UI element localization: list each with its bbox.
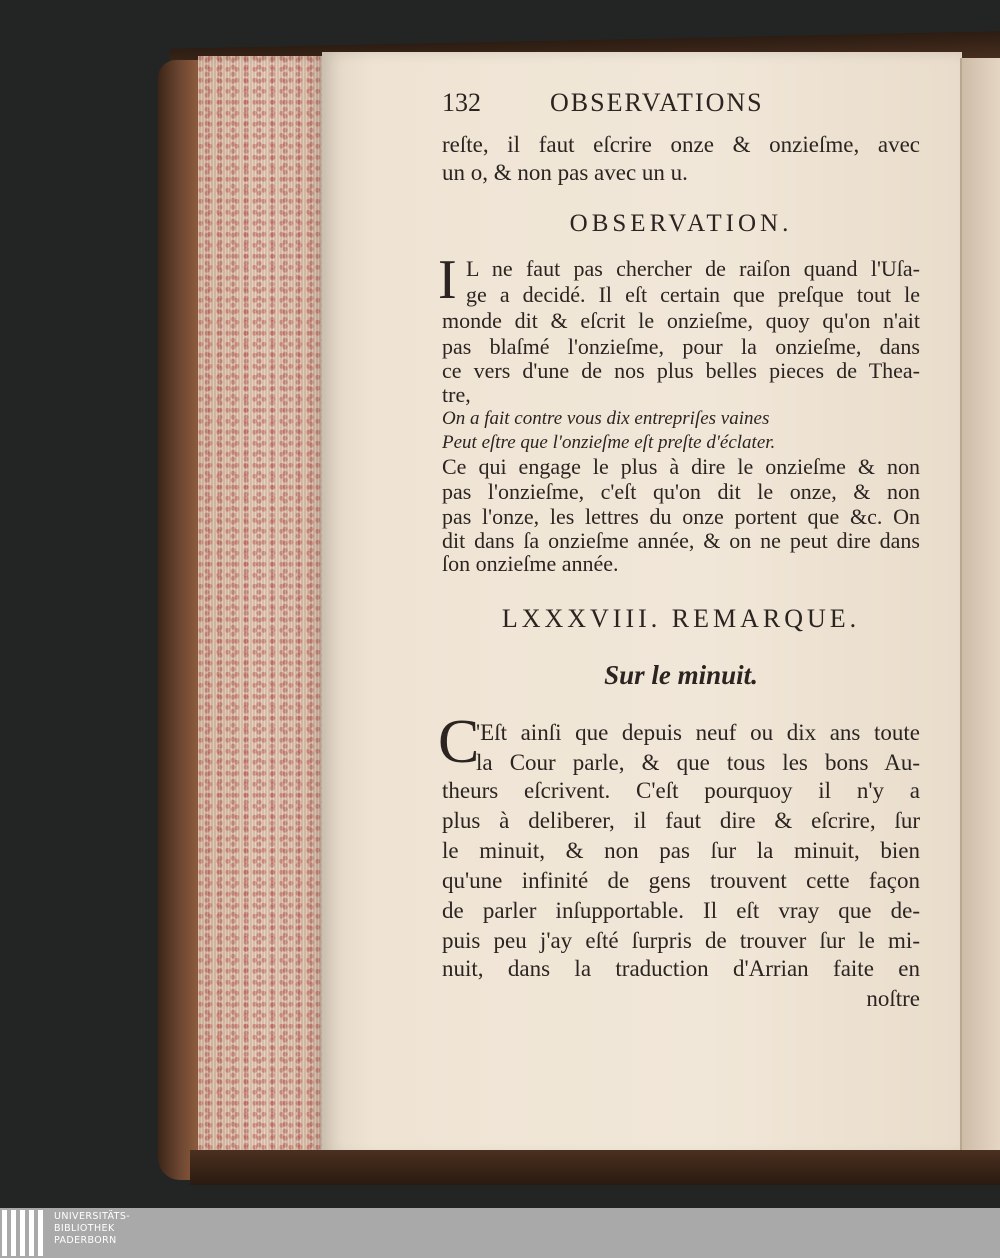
remarque-heading: LXXXVIII. REMARQUE. bbox=[501, 604, 861, 633]
text-line: le minuit, & non pas ſur la minuit, bien bbox=[442, 838, 920, 863]
text-line: L ne faut pas chercher de raiſon quand l'Uſa- bbox=[466, 256, 920, 281]
remarque-subheading: Sur le minuit. bbox=[604, 660, 758, 690]
page-header bbox=[442, 86, 920, 120]
text-line: Ce qui engage le plus à dire le onzieſme & non bbox=[442, 454, 920, 479]
text-line: plus à deliberer, il faut dire & eſcrire, ſur bbox=[442, 808, 920, 833]
running-head: OBSERVATIONS bbox=[550, 88, 764, 117]
text-line: 'Eſt ainſi que depuis neuf ou dix ans toute bbox=[476, 720, 920, 745]
text-line: theurs eſcrivent. C'eſt pourquoy il n'y a bbox=[442, 778, 920, 803]
book-cover-bottom bbox=[190, 1150, 1000, 1185]
page-block-edge bbox=[198, 56, 324, 1156]
text-line: tre, bbox=[442, 382, 471, 407]
catchword: noſtre bbox=[866, 986, 920, 1011]
text-line: ſon onzieſme année. bbox=[442, 551, 619, 576]
text-line: nuit, dans la traduction d'Arrian faite en bbox=[442, 956, 920, 981]
text-line: qu'une infinité de gens trouvent cette façon bbox=[442, 868, 920, 893]
text-line: monde dit & eſcrit le onzieſme, quoy qu'on n'ait bbox=[442, 308, 920, 333]
library-footer bbox=[0, 1208, 1000, 1258]
library-name bbox=[54, 1211, 130, 1247]
text-line: pas blaſmé l'onzieſme, pour la onzieſme, dans bbox=[442, 334, 920, 359]
text-line: dit dans ſa onzieſme année, & on ne peut dire dans bbox=[442, 528, 920, 553]
page-number: 132 bbox=[442, 88, 481, 117]
text-line: un o, & non pas avec un u. bbox=[442, 160, 688, 185]
text-line: reſte, il faut eſcrire onze & onzieſme, avec bbox=[442, 132, 920, 157]
text-line: ge a decidé. Il eſt certain que preſque tout le bbox=[466, 282, 920, 307]
drop-cap: I bbox=[438, 249, 457, 311]
verse-line: On a fait contre vous dix entrepriſes vaines bbox=[442, 408, 770, 429]
library-name-line: BIBLIOTHEK bbox=[54, 1223, 115, 1234]
text-line: de parler inſupportable. Il eſt vray que de- bbox=[442, 898, 920, 923]
library-name-line: PADERBORN bbox=[54, 1235, 117, 1246]
verse-line: Peut eſtre que l'onzieſme eſt preſte d'éclater. bbox=[442, 432, 776, 453]
text-line: la Cour parle, & que tous les bons Au- bbox=[476, 750, 920, 775]
text-line: pas l'onzieſme, c'eſt qu'on dit le onze, & non bbox=[442, 479, 920, 504]
text-line: puis peu j'ay eſté ſurpris de trouver ſur le mi- bbox=[442, 928, 920, 953]
facing-page bbox=[960, 58, 1000, 1158]
drop-cap: C bbox=[438, 708, 480, 776]
text-line: pas l'onze, les lettres du onze portent que &c. On bbox=[442, 504, 920, 529]
library-logo-icon bbox=[0, 1210, 48, 1256]
library-name-line: UNIVERSITÄTS- bbox=[54, 1211, 131, 1222]
observation-heading: OBSERVATION. bbox=[569, 210, 793, 237]
text-line: ce vers d'une de nos plus belles pieces de Thea- bbox=[442, 358, 920, 383]
